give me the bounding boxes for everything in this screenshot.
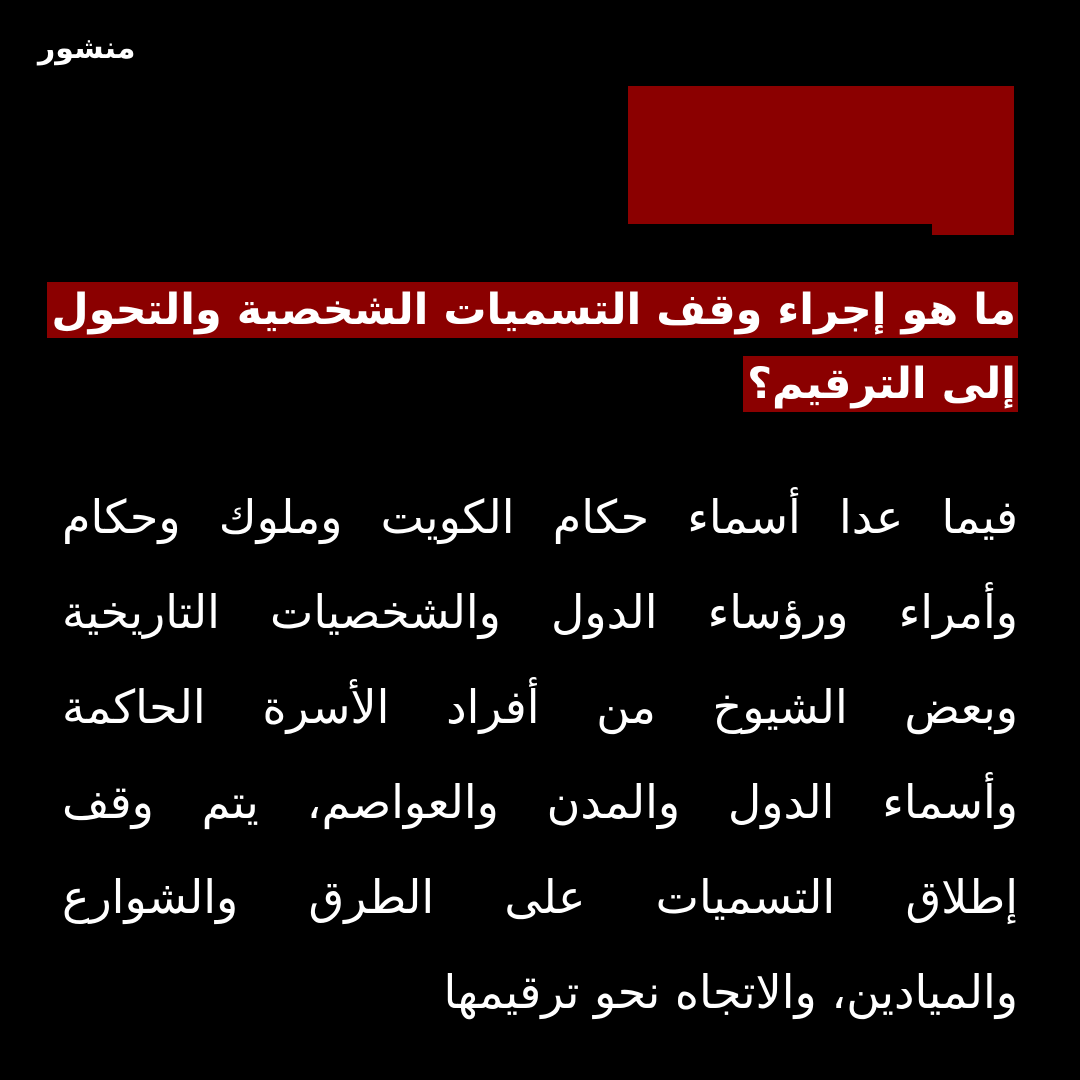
body-paragraph [62, 470, 1018, 1040]
body-line-5: إطلاق التسميات على الطرق والشوارع [62, 870, 1018, 924]
body-line-4: وأسماء الدول والمدن والعواصم، يتم وقف [62, 775, 1018, 829]
brand-logo: منشور [38, 31, 136, 66]
body-line-6: والميادين، والاتجاه نحو ترقيمها [443, 965, 1018, 1019]
decorative-red-block-notch [932, 224, 1014, 235]
headline-line-1: ما هو إجراء وقف التسميات الشخصية والتحول [47, 282, 1018, 338]
body-line-3: وبعض الشيوخ من أفراد الأسرة الحاكمة [62, 680, 1018, 734]
body-line-1: فيما عدا أسماء حكام الكويت وملوك وحكام [62, 490, 1018, 544]
headline-line-2: إلى الترقيم؟ [743, 356, 1018, 412]
body-line-2: وأمراء ورؤساء الدول والشخصيات التاريخية [62, 585, 1018, 639]
decorative-red-block [628, 86, 1014, 224]
